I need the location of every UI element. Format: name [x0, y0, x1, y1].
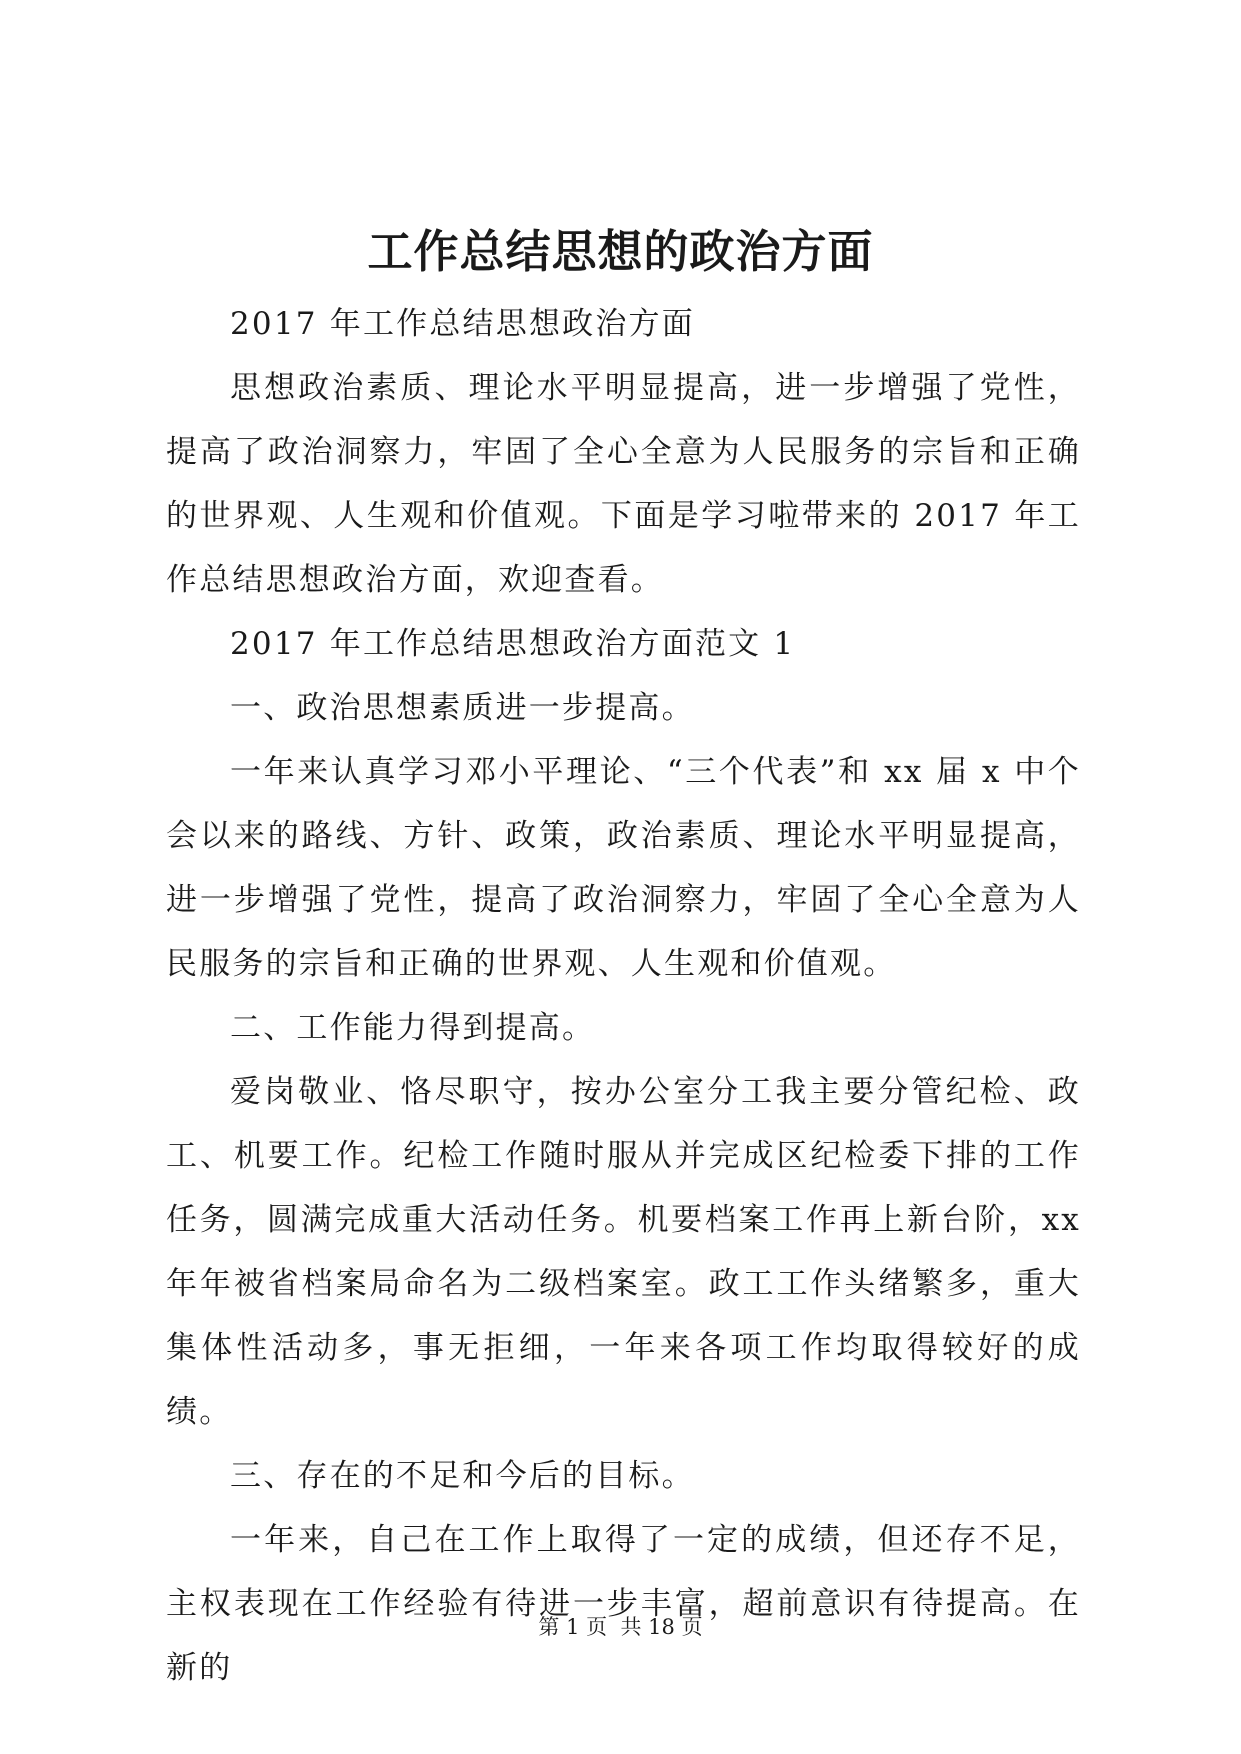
section-3-paragraph: 一年来，自己在工作上取得了一定的成绩，但还存不足，主权表现在工作经验有待进一步丰富，超前意识有待提高。在新的	[166, 1522, 1081, 1686]
section-2-paragraph: 爱岗敬业、恪尽职守，按办公室分工我主要分管纪检、政工、机要工作。纪检工作随时服从并完成区纪检委下排的工作任务，圆满完成重大活动任务。机要档案工作再上新台阶，xx 年年被省档案局命名为二级档案室。政工工作头绪繁多，重大集体性活动多，事无拒细，一年来各项工作均取得较好的成绩。	[166, 1074, 1081, 1430]
page-title: 工作总结思想的政治方面	[367, 225, 874, 278]
section-heading-1: 一、政治思想素质进一步提高。	[230, 690, 695, 726]
subtitle-line: 2017 年工作总结思想政治方面	[230, 306, 695, 342]
page-total: 共 18 页	[620, 1615, 703, 1639]
section-heading-2: 二、工作能力得到提高。	[230, 1010, 596, 1046]
page-number: 第 1 页	[538, 1615, 608, 1639]
intro-paragraph: 思想政治素质、理论水平明显提高，进一步增强了党性，提高了政治洞察力，牢固了全心全意为人民服务的宗旨和正确的世界观、人生观和价值观。下面是学习啦带来的 2017 年工作总结思想政治方面，欢迎查看。	[166, 370, 1081, 598]
document-body	[166, 292, 1081, 1700]
section-heading-3: 三、存在的不足和今后的目标。	[230, 1458, 695, 1494]
sample-heading: 2017 年工作总结思想政治方面范文 1	[230, 626, 796, 662]
section-1-paragraph: 一年来认真学习邓小平理论、“三个代表”和 xx 届 x 中个会以来的路线、方针、政策，政治素质、理论水平明显提高，进一步增强了党性，提高了政治洞察力，牢固了全心全意为人民服务的宗旨和正确的世界观、人生观和价值观。	[166, 754, 1081, 982]
page-footer	[0, 1612, 1241, 1642]
